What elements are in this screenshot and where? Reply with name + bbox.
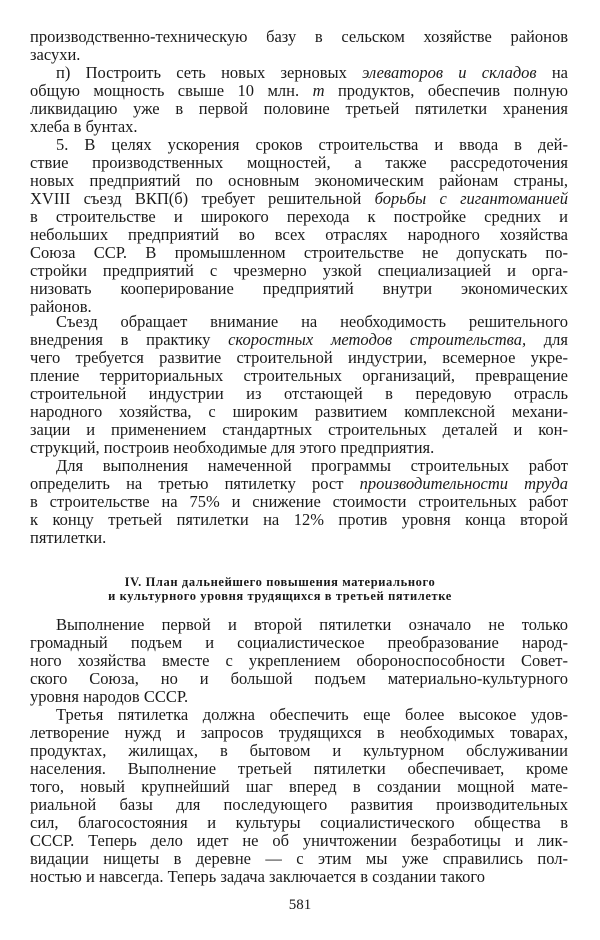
text-run: СССР. Теперь дело идет не об уничтожении безработицы и лик- xyxy=(30,832,568,850)
emphasis-text: т xyxy=(312,82,325,100)
text-run: Для выполнения намеченной программы строительных работ xyxy=(56,457,568,475)
paragraph-line xyxy=(30,796,568,814)
text-run: в строительстве и широкого перехода к постройке средних и xyxy=(30,208,568,226)
paragraph-line xyxy=(30,190,568,208)
text-run: народного хозяйства, с широким развитием комплексной механи- xyxy=(30,403,568,421)
text-run: Третья пятилетка должна обеспечить еще более высокое удов- xyxy=(56,706,568,724)
text-run: громадный подъем и социалистическое преобразование народ- xyxy=(30,634,568,652)
text-run: небольших предприятий во всех отраслях народного хозяйства xyxy=(30,226,568,244)
paragraph-line xyxy=(30,421,568,439)
text-run: определить на третью пятилетку рост xyxy=(30,475,360,493)
section-heading-line-1: IV. План дальнейшего повышения материального xyxy=(124,575,436,589)
paragraph-line xyxy=(30,868,568,886)
text-run: чего требуется развитие строительной индустрии, всемерное укре- xyxy=(30,349,568,367)
text-run: видации нищеты в деревне — с этим мы уже справились пол- xyxy=(30,850,568,868)
paragraph-line xyxy=(30,706,568,724)
paragraph-line xyxy=(30,385,568,403)
paragraph-line xyxy=(30,331,568,349)
text-run: пление территориальных строительных организаций, превращение xyxy=(30,367,568,385)
paragraph-line xyxy=(30,724,568,742)
text-run: Союза ССР. В промышленном строительстве не допускать по- xyxy=(30,244,568,262)
emphasis-text: борьбы с гигантоманией xyxy=(374,190,568,208)
text-run: того, новый крупнейший шаг вперед в создании мощной мате- xyxy=(30,778,568,796)
paragraph-line xyxy=(30,403,568,421)
text-run: ского Союза, но и большой подъем материально-культурного xyxy=(30,670,568,688)
paragraph-line xyxy=(30,262,568,280)
paragraph-line xyxy=(30,244,568,262)
text-run: для xyxy=(526,331,568,349)
emphasis-text: элеваторов и складов xyxy=(362,64,537,82)
paragraph-line xyxy=(30,439,568,457)
text-run: засухи. xyxy=(30,46,81,64)
text-run: районов. xyxy=(30,298,92,316)
text-run: струкций, построив необходимые для этого предприятия. xyxy=(30,439,435,457)
text-block-3 xyxy=(30,616,568,886)
text-run: ствие производственных мощностей, а также рассредоточения xyxy=(30,154,568,172)
paragraph-line xyxy=(30,688,568,706)
text-run: продуктах, жилищах, в бытовом и культурном обслуживании xyxy=(30,742,568,760)
emphasis-text: производительности труда xyxy=(359,475,568,493)
text-run: ного хозяйства вместе с укреплением обороноспособности Совет- xyxy=(30,652,568,670)
paragraph-line xyxy=(30,529,568,547)
text-run: хлеба в бунтах. xyxy=(30,118,138,136)
text-run: летворение нужд и запросов трудящихся в необходимых товарах, xyxy=(30,724,568,742)
paragraph-line xyxy=(30,208,568,226)
paragraph-line xyxy=(30,154,568,172)
text-run: на xyxy=(536,64,568,82)
text-run: п) Построить сеть новых зерновых xyxy=(56,64,363,82)
paragraph-line xyxy=(30,457,568,475)
page-number: 581 xyxy=(288,897,312,913)
paragraph-line xyxy=(30,493,568,511)
text-run: продуктов, обеспечив полную xyxy=(324,82,568,100)
paragraph-line xyxy=(30,82,568,100)
paragraph-line xyxy=(30,349,568,367)
section-heading-line-2: и культурного уровня трудящихся в третьей пятилетке xyxy=(108,589,452,603)
paragraph-line xyxy=(30,313,568,331)
text-run: XVIII съезд ВКП(б) требует решительной xyxy=(30,190,375,208)
paragraph-line xyxy=(30,832,568,850)
text-run: к концу третьей пятилетки на 12% против уровня конца второй xyxy=(30,511,568,529)
paragraph-line xyxy=(30,118,568,136)
text-run: уровня народов СССР. xyxy=(30,688,189,706)
text-run: ликвидацию уже в первой половине третьей пятилетки хранения xyxy=(30,100,568,118)
paragraph-line xyxy=(30,100,568,118)
text-run: сил, благосостояния и культуры социалистического общества в xyxy=(30,814,568,832)
text-run: новых предприятий по основным экономическим районам страны, xyxy=(30,172,568,190)
paragraph-line xyxy=(30,28,568,46)
paragraph-line xyxy=(30,742,568,760)
section-heading xyxy=(30,575,530,603)
text-run: низовать кооперирование предприятий внутри экономических xyxy=(30,280,568,298)
text-run: общую мощность свыше 10 млн. xyxy=(30,82,313,100)
paragraph-line xyxy=(30,850,568,868)
paragraph-line xyxy=(30,814,568,832)
paragraph-line xyxy=(30,136,568,154)
text-run: в строительстве на 75% и снижение стоимости строительных работ xyxy=(30,493,568,511)
paragraph-line xyxy=(30,760,568,778)
paragraph-line xyxy=(30,367,568,385)
text-run: риальной базы для последующего развития производительных xyxy=(30,796,568,814)
text-block-2 xyxy=(30,313,568,547)
text-run: пятилетки. xyxy=(30,529,107,547)
paragraph-line xyxy=(30,616,568,634)
text-block-1 xyxy=(30,28,568,316)
text-run: ностью и навсегда. Теперь задача заключается в создании такого xyxy=(30,868,486,886)
text-run: Выполнение первой и второй пятилетки означало не только xyxy=(56,616,568,634)
text-run: зации и применением стандартных строительных деталей и кон- xyxy=(30,421,568,439)
paragraph-line xyxy=(30,670,568,688)
text-run: населения. Выполнение третьей пятилетки обеспечивает, кроме xyxy=(30,760,568,778)
paragraph-line xyxy=(30,778,568,796)
paragraph-line xyxy=(30,475,568,493)
paragraph-line xyxy=(30,652,568,670)
text-run: внедрения в практику xyxy=(30,331,229,349)
paragraph-line xyxy=(30,634,568,652)
paragraph-line xyxy=(30,64,568,82)
paragraph-line xyxy=(30,280,568,298)
text-run: 5. В целях ускорения сроков строительства и ввода в дей- xyxy=(56,136,568,154)
paragraph-line xyxy=(30,511,568,529)
paragraph-line xyxy=(30,172,568,190)
text-run: производственно-техническую базу в сельском хозяйстве районов xyxy=(30,28,568,46)
paragraph-line xyxy=(30,46,568,64)
text-run: стройки предприятий с чрезмерно узкой специализацией и орга- xyxy=(30,262,568,280)
text-run: строительной индустрии из отстающей в передовую отрасль xyxy=(30,385,568,403)
emphasis-text: скоростных методов строительства, xyxy=(228,331,527,349)
paragraph-line xyxy=(30,226,568,244)
text-run: Съезд обращает внимание на необходимость решительного xyxy=(56,313,568,331)
